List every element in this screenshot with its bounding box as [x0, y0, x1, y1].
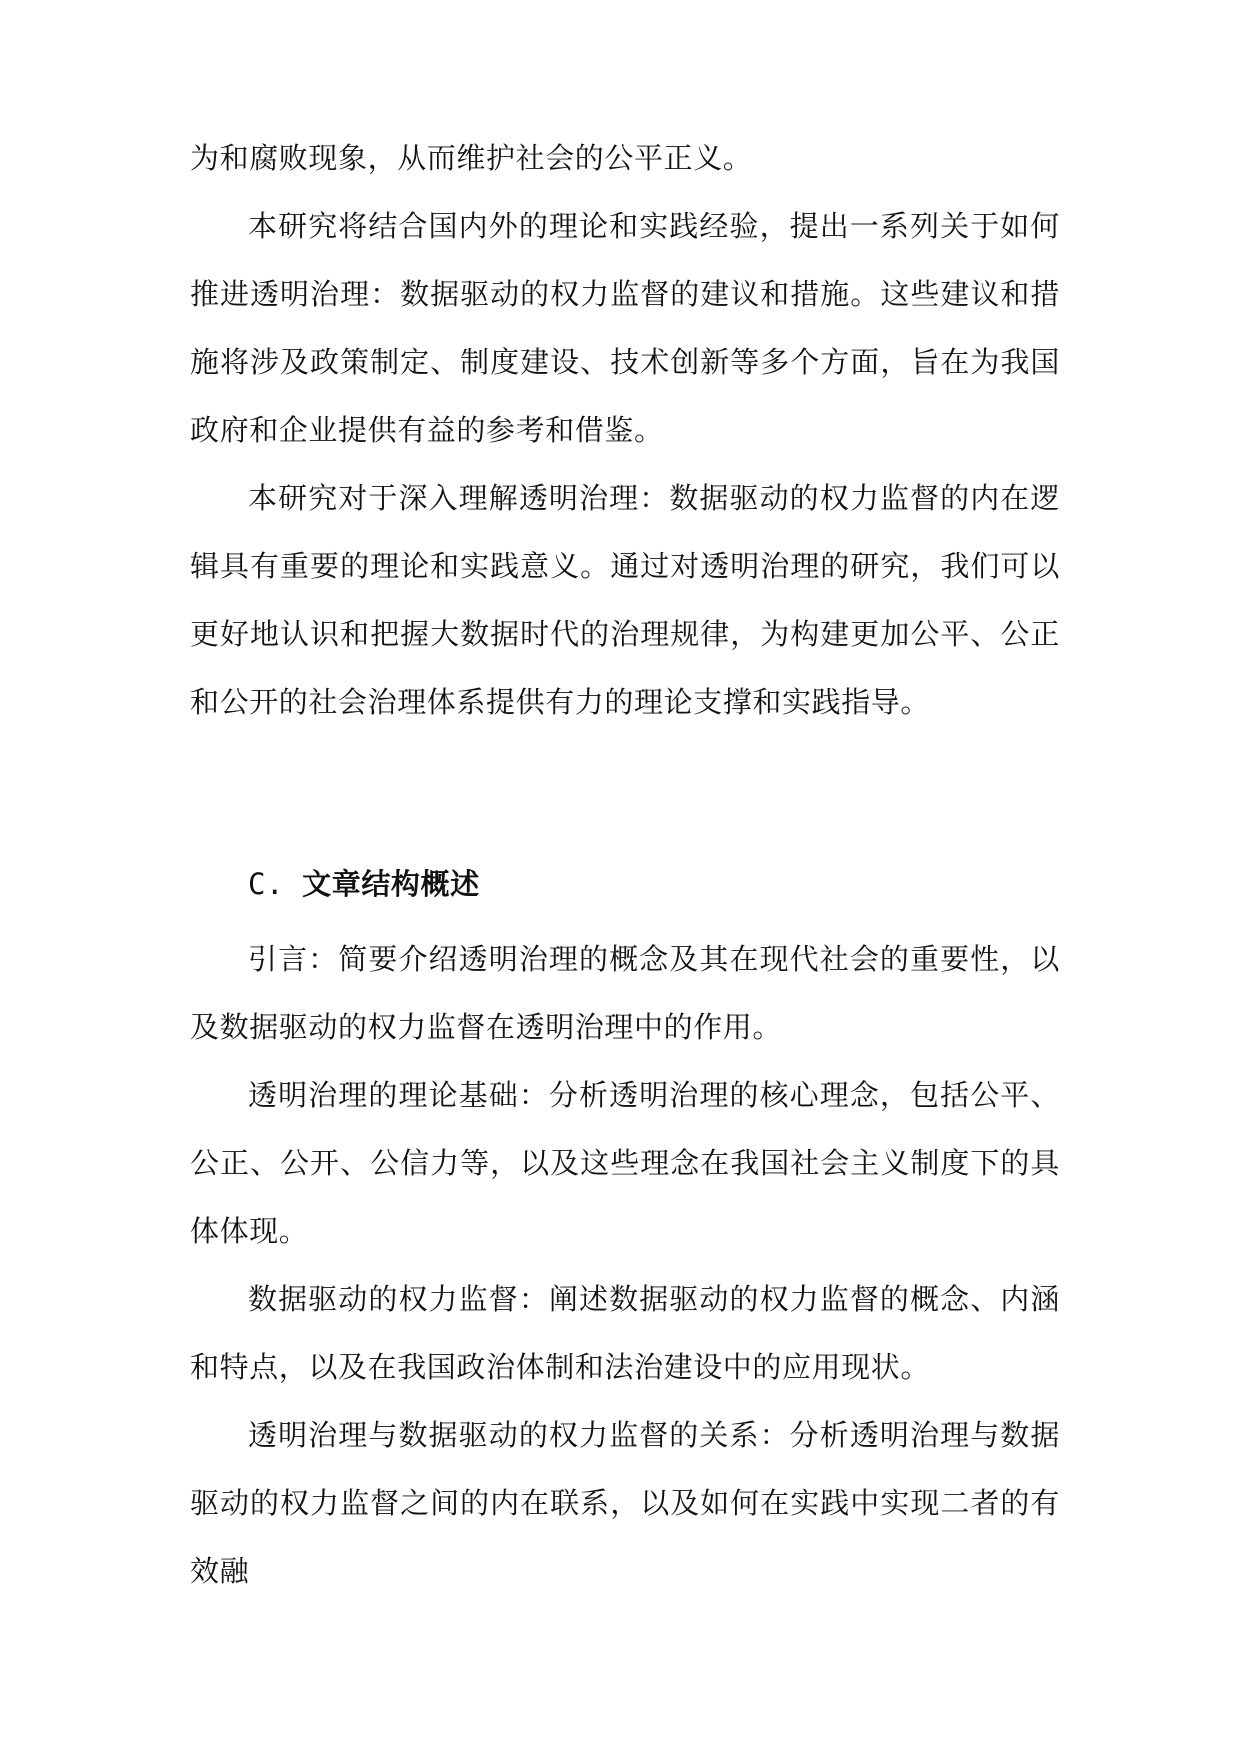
paragraph-introduction: 引言：简要介绍透明治理的概念及其在现代社会的重要性，以及数据驱动的权力监督在透明治理中的作用。 — [190, 942, 1060, 1044]
section-heading-title: 文章结构概述 — [302, 867, 480, 901]
paragraph-research-significance: 本研究对于深入理解透明治理：数据驱动的权力监督的内在逻辑具有重要的理论和实践意义。通过对透明治理的研究，我们可以更好地认识和把握大数据时代的治理规律，为构建更加公平、公正和公开的社会治理体系提供有力的理论支撑和实践指导。 — [190, 481, 1060, 719]
paragraph-data-driven-supervision: 数据驱动的权力监督：阐述数据驱动的权力监督的概念、内涵和特点，以及在我国政治体制和法治建设中的应用现状。 — [190, 1282, 1060, 1384]
paragraph-theory-basis: 透明治理的理论基础：分析透明治理的核心理念，包括公平、公正、公开、公信力等，以及这些理念在我国社会主义制度下的具体体现。 — [190, 1078, 1060, 1248]
section-heading — [248, 860, 480, 908]
structure-text-block — [190, 925, 1060, 1605]
paragraph-research-proposal: 本研究将结合国内外的理论和实践经验，提出一系列关于如何推进透明治理：数据驱动的权力监督的建议和措施。这些建议和措施将涉及政策制定、制度建设、技术创新等多个方面，旨在为我国政府和企业提供有益的参考和借鉴。 — [190, 209, 1060, 447]
intro-text-block — [190, 124, 1060, 736]
section-heading-label: C. — [248, 867, 285, 901]
paragraph-continuation: 为和腐败现象，从而维护社会的公平正义。 — [190, 141, 753, 175]
paragraph-relationship: 透明治理与数据驱动的权力监督的关系：分析透明治理与数据驱动的权力监督之间的内在联系，以及如何在实践中实现二者的有效融 — [190, 1418, 1060, 1588]
